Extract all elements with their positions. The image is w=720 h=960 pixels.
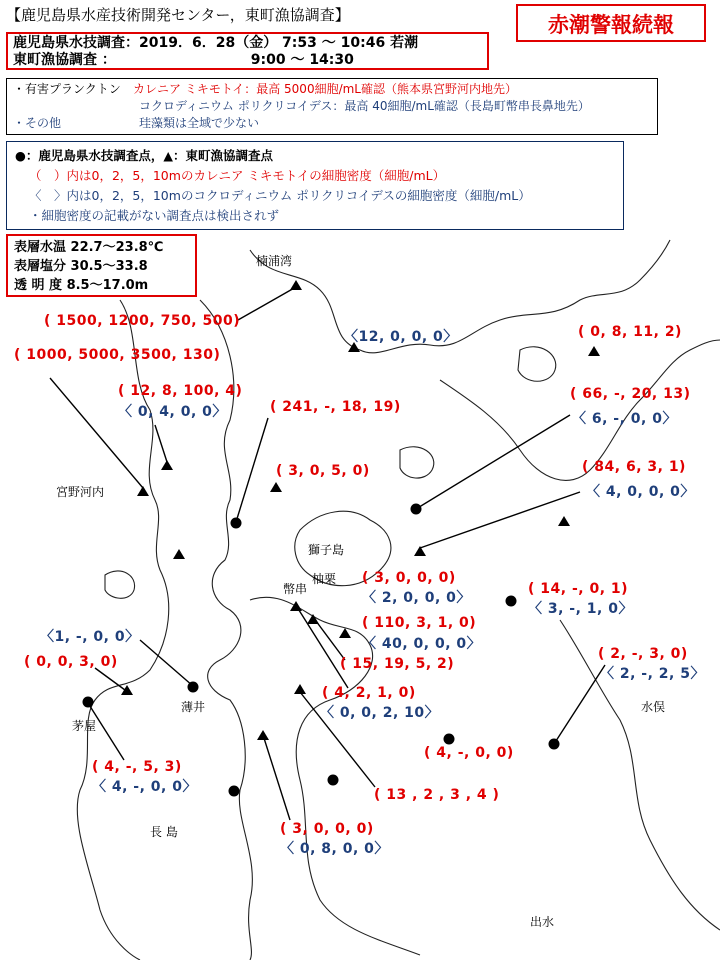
plankton-other-row [13,115,651,132]
place-heigushi: 幣串 [283,582,308,596]
station-label: 〈 4, 0, 0, 0〉 [586,484,695,500]
station-label: ( 241, -, 18, 19) [270,399,401,415]
place-izumi: 出水 [530,915,555,929]
station-label: 〈 2, -, 2, 5〉 [600,666,705,682]
station-label: ( 4, -, 5, 3) [92,759,182,775]
station-label: ( 12, 8, 100, 4) [118,383,243,399]
circle-marker [328,775,339,786]
survey-info-box [6,32,489,70]
station-label: ( 84, 6, 3, 1) [582,459,686,475]
leader-s13 [140,640,193,686]
harmful-heading: ・有害プランクトン [13,82,121,96]
station-label: 〈 4, -, 0, 0〉 [92,779,197,795]
surface-temp: 表層水温 22.7～23.8℃ [14,240,164,255]
legend-box [6,141,624,230]
station-label: ( 2, -, 3, 0) [598,646,688,662]
leader-s9 [420,492,580,548]
cochlo-name: コクロディニウム ポリクリコイデス [139,99,333,113]
leader-s1 [238,287,296,320]
circle-marker [444,734,455,745]
survey-higashimachi-time: 9:00 ～ 14:30 [250,52,354,68]
plankton-cochlo-row [13,98,651,115]
transparency: 透 明 度 8.5～17.0m [14,278,149,293]
page-title: 【鹿児島県水産技術開発センター，東町漁協調査】 [6,6,350,24]
triangle-marker [173,549,185,559]
station-label: ( 3, 0, 0, 0) [362,570,456,586]
station-label: ( 66, -, 20, 13) [570,386,691,402]
circle-marker [188,682,199,693]
survey-higashimachi [13,52,482,69]
triangle-marker [558,516,570,526]
leader-s17 [297,607,348,688]
station-label: ( 4, 2, 1, 0) [322,685,416,701]
alert-badge: 赤潮警報続報 [516,4,706,42]
triangle-marker [137,486,149,496]
triangle-marker [414,546,426,556]
station-label: ( 4, -, 0, 0) [424,745,514,761]
station-label: ( 13 , 2 , 3 , 4 ) [374,787,500,803]
legend-karenia: （ ）内は0，2，5，10mのカレニア ミキモトイの細胞密度（細胞/mL） [29,168,446,183]
triangle-marker [161,460,173,470]
other-text: 珪藻類は全域で少ない [139,116,260,130]
triangle-marker [294,684,306,694]
station-label: ( 1000, 5000, 3500, 130) [14,347,221,363]
water-conditions-box [6,234,197,297]
circle-marker [411,504,422,515]
triangle-marker [588,346,600,356]
place-yuzuri: 柚栗 [312,572,337,586]
triangle-marker [290,601,302,611]
island-3 [105,571,135,598]
karenia-name: カレニア ミキモトイ [133,82,245,96]
station-label: ( 3, 0, 0, 0) [280,821,374,837]
place-kusuura: 楠浦湾 [256,254,293,268]
place-minamata: 水俣 [641,700,666,714]
station-label: ( 1500, 1200, 750, 500) [44,313,241,329]
triangle-marker [270,482,282,492]
place-nagashima: 長 島 [150,825,178,839]
surface-salinity: 表層塩分 30.5～33.8 [14,259,148,274]
station-label: 〈 0, 4, 0, 0〉 [118,404,227,420]
station-label: ( 0, 0, 3, 0) [24,654,118,670]
triangle-marker [121,685,133,695]
station-label: 〈1, -, 0, 0〉 [40,629,140,645]
legend-note: ・細胞密度の記載がない調査点は検出されず [29,208,280,223]
station-label: ( 3, 0, 5, 0) [276,463,370,479]
station-label: 〈 6, -, 0, 0〉 [572,411,677,427]
island-1 [518,347,556,381]
plankton-summary-box [6,78,658,135]
circle-marker [506,596,517,607]
station-label: 〈 40, 0, 0, 0〉 [362,636,482,652]
place-usui: 薄井 [181,700,206,714]
station-label: 〈12, 0, 0, 0〉 [344,329,458,345]
circle-marker [229,786,240,797]
plankton-karenia-row [13,81,651,98]
triangle-marker [290,280,302,290]
leader-s15 [95,668,125,690]
station-label: 〈 2, 0, 0, 0〉 [362,590,471,606]
coastline-west [200,300,252,960]
station-label: ( 15, 19, 5, 2) [340,656,455,672]
other-heading: ・その他 [13,116,62,130]
leader-s5 [155,425,167,462]
survey-kagoshima: 鹿児島県水技調査：2019．6．28（金） 7:53 ～ 10:46 若潮 [13,35,419,51]
cochlo-text: ：最高 40細胞/mL確認（長島町幣串長鼻地先） [332,99,590,113]
leader-s7 [416,415,570,509]
circle-marker [83,697,94,708]
station-label: 〈 0, 8, 0, 0〉 [280,841,389,857]
survey-higashimachi-label: 東町漁協調査 ： [13,52,116,68]
island-2 [400,447,434,478]
place-kayaya: 茅屋 [72,719,97,733]
circle-marker [231,518,242,529]
station-label: 〈 0, 0, 2, 10〉 [320,705,440,721]
place-shishijima: 獅子島 [308,543,345,557]
station-label: ( 0, 8, 11, 2) [578,324,682,340]
leader-s21 [263,735,290,820]
triangle-marker [257,730,269,740]
station-label: ( 14, -, 0, 1) [528,581,629,597]
station-label: ( 110, 3, 1, 0) [362,615,477,631]
leader-s6 [236,418,268,522]
circle-marker [549,739,560,750]
place-miyanokawachi: 宮野河内 [56,485,105,499]
leader-s16 [554,665,605,744]
legend-markers: ●：鹿児島県水技調査点，▲：東町漁協調査点 [15,148,274,163]
legend-cochlo: 〈 〉内は0，2，5，10mのコクロディニウム ポリクリコイデスの細胞密度（細胞/mL） [29,188,531,203]
karenia-text: ：最高 5000細胞/mL確認（熊本県宮野河内地先） [244,82,517,96]
station-label: 〈 3, -, 1, 0〉 [528,601,633,617]
